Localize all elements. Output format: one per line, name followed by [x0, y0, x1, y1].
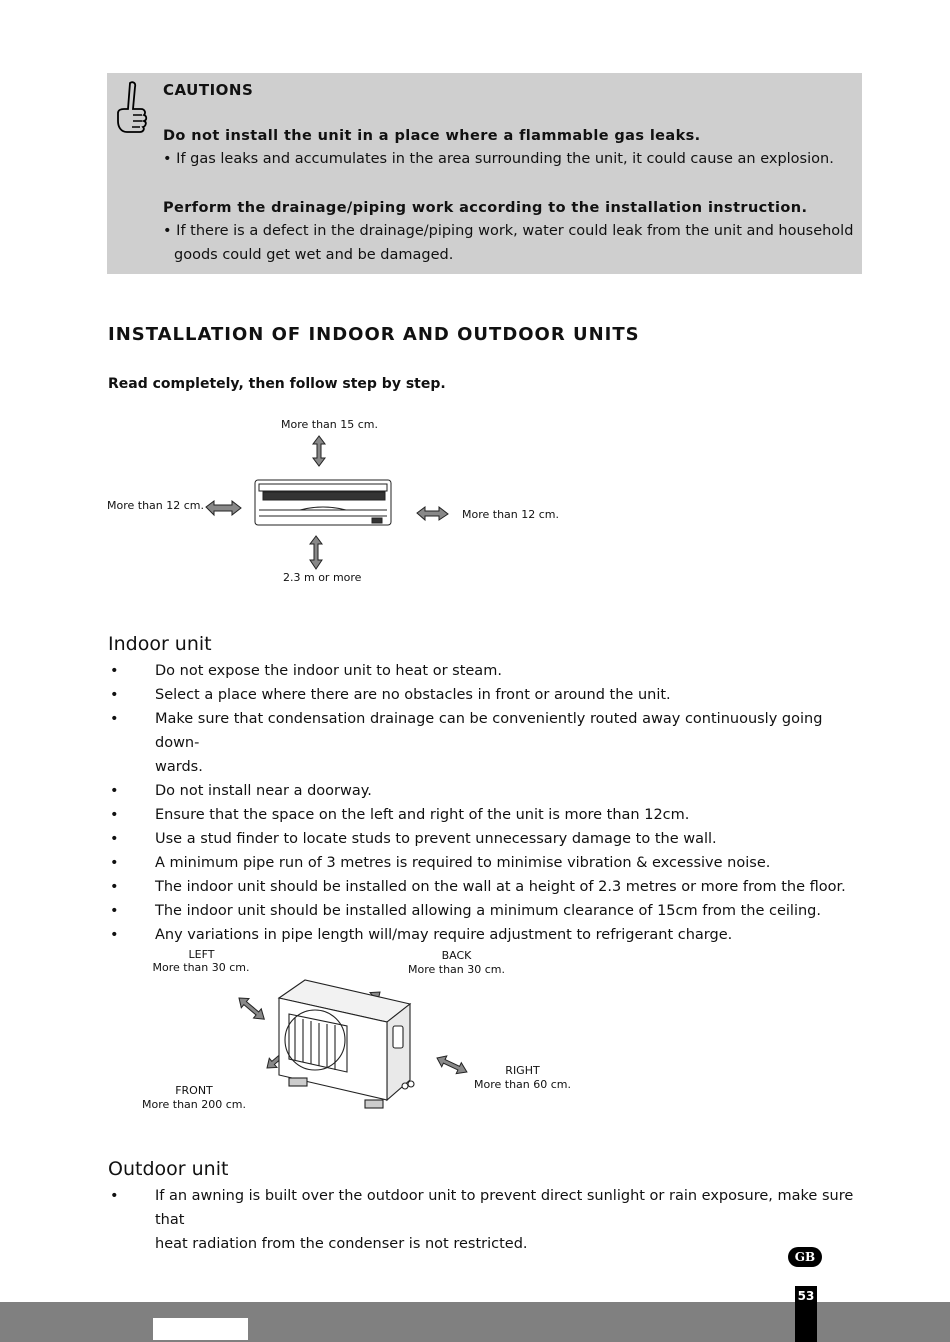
indoor-clearance-top-label: More than 15 cm. [281, 418, 379, 431]
list-item: • The indoor unit should be installed on the wall at a height of 2.3 metres or more from the floor. [110, 879, 846, 895]
list-item: • Any variations in pipe length will/may require adjustment to refrigerant charge. [110, 927, 733, 943]
clearance-arrow-left [206, 501, 241, 515]
clearance-arrow-left [235, 993, 268, 1023]
indoor-unit-icon [255, 480, 391, 525]
indoor-clearance-bottom-label: 2.3 m or more [283, 571, 362, 584]
warning-flammable-gas-detail: • If gas leaks and accumulates in the area surrounding the unit, it could cause an explosion. [163, 151, 834, 167]
outdoor-left-value: More than 30 cm. [152, 961, 250, 974]
outdoor-unit-list [108, 1184, 878, 1256]
list-item-continuation: heat radiation from the condenser is not restricted. [155, 1236, 528, 1252]
outdoor-back-title: BACK [441, 949, 472, 962]
indoor-clearance-left-label: More than 12 cm. [107, 499, 205, 512]
section-subtitle: Read completely, then follow step by step. [108, 376, 446, 392]
caution-box [107, 73, 862, 274]
clearance-arrow-right [417, 507, 448, 520]
list-item: • A minimum pipe run of 3 metres is required to minimise vibration & excessive noise. [110, 855, 771, 871]
list-item: • Do not install near a doorway. [110, 783, 372, 799]
list-item: • Select a place where there are no obstacles in front or around the unit. [110, 687, 671, 703]
outdoor-unit-heading: Outdoor unit [108, 1158, 229, 1180]
page-number: 53 [797, 1289, 815, 1303]
outdoor-right-title: RIGHT [505, 1064, 540, 1077]
list-item: • Make sure that condensation drainage can be conveniently routed away continuously going down- [110, 711, 823, 751]
indoor-unit-diagram [200, 430, 460, 580]
warning-drainage-detail-2: goods could get wet and be damaged. [174, 247, 454, 263]
outdoor-unit-diagram [215, 960, 485, 1120]
outdoor-unit-icon [279, 980, 414, 1108]
warning-flammable-gas: Do not install the unit in a place where a flammable gas leaks. [163, 128, 701, 144]
list-item: • Do not expose the indoor unit to heat or steam. [110, 663, 502, 679]
outdoor-back-value: More than 30 cm. [407, 963, 505, 976]
section-title: INSTALLATION OF INDOOR AND OUTDOOR UNITS [108, 324, 640, 345]
list-item-continuation: wards. [155, 759, 203, 775]
outdoor-front-value: More than 200 cm. [141, 1098, 246, 1111]
list-item: • Use a stud finder to locate studs to prevent unnecessary damage to the wall. [110, 831, 717, 847]
indoor-unit-list [108, 659, 868, 947]
caution-title: CAUTIONS [163, 81, 254, 99]
clearance-arrow-bottom [310, 536, 322, 569]
indoor-clearance-right-label: More than 12 cm. [462, 508, 560, 521]
warning-drainage: Perform the drainage/piping work according to the installation instruction. [163, 200, 808, 216]
list-item: • The indoor unit should be installed allowing a minimum clearance of 15cm from the ceiling. [110, 903, 821, 919]
outdoor-left-title: LEFT [188, 948, 215, 961]
page-number-box [795, 1286, 817, 1342]
list-item: • Ensure that the space on the left and right of the unit is more than 12cm. [110, 807, 690, 823]
outdoor-right-value: More than 60 cm. [473, 1078, 571, 1091]
outdoor-front-title: FRONT [175, 1084, 213, 1097]
clearance-arrow-top [313, 436, 325, 466]
pointing-hand-icon [113, 79, 151, 141]
indoor-unit-heading: Indoor unit [108, 633, 212, 655]
language-badge: GB [788, 1247, 822, 1267]
clearance-arrow-right [434, 1053, 469, 1078]
warning-drainage-detail-1: • If there is a defect in the drainage/piping work, water could leak from the unit and household [163, 223, 854, 239]
list-item: • If an awning is built over the outdoor unit to prevent direct sunlight or rain exposure, make sure that [110, 1188, 854, 1228]
footer-white-block [153, 1318, 248, 1340]
